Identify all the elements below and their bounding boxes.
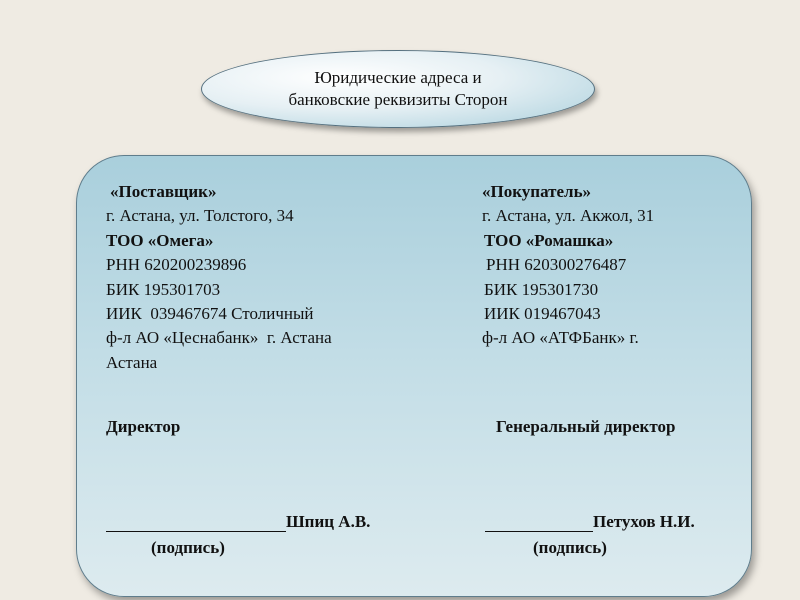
buyer-bik: БИК 195301730 <box>484 279 599 299</box>
buyer-address: г. Астана, ул. Акжол, 31 <box>482 206 655 226</box>
supplier-bik: БИК 195301703 <box>106 279 221 299</box>
supplier-role: Директор <box>106 417 181 436</box>
buyer-company <box>482 229 744 253</box>
supplier-column <box>106 180 436 375</box>
requisites-card <box>76 155 752 597</box>
buyer-iik: ИИК 019467043 <box>484 304 601 324</box>
title-line-1: Юридические адреса и <box>314 68 482 87</box>
supplier-heading: «Поставщик» <box>110 182 217 201</box>
supplier-rnn: РНН 620200239896 <box>106 255 247 275</box>
supplier-company: ТОО «Омега» <box>106 230 214 250</box>
buyer-column <box>482 180 744 351</box>
title-oval <box>201 50 595 128</box>
buyer-signature-line <box>485 512 695 532</box>
supplier-signature-line <box>106 512 370 532</box>
supplier-bank-city: Астана <box>106 352 158 372</box>
supplier-iik: ИИК 039467674 Столичный <box>106 304 314 324</box>
buyer-bank: ф-л АО «АТФБанк» г. <box>482 328 639 348</box>
buyer-rnn: РНН 620300276487 <box>486 255 627 275</box>
signature-underline <box>106 512 286 532</box>
buyer-signature-label: (подпись) <box>533 538 607 557</box>
supplier-signer: Шпиц А.В. <box>286 512 371 531</box>
buyer-heading: «Покупатель» <box>482 182 592 201</box>
supplier-address: г. Астана, ул. Толстого, 34 <box>106 206 294 226</box>
buyer-role: Генеральный директор <box>496 417 676 436</box>
buyer-company-text: ТОО «Ромашка» <box>484 230 614 250</box>
signature-underline <box>485 512 593 532</box>
supplier-bank: ф-л АО «Цеснабанк» г. Астана <box>106 328 332 348</box>
supplier-signature-label: (подпись) <box>151 538 225 557</box>
buyer-signer: Петухов Н.И. <box>593 512 695 531</box>
title-line-2: банковские реквизиты Сторон <box>288 90 508 109</box>
